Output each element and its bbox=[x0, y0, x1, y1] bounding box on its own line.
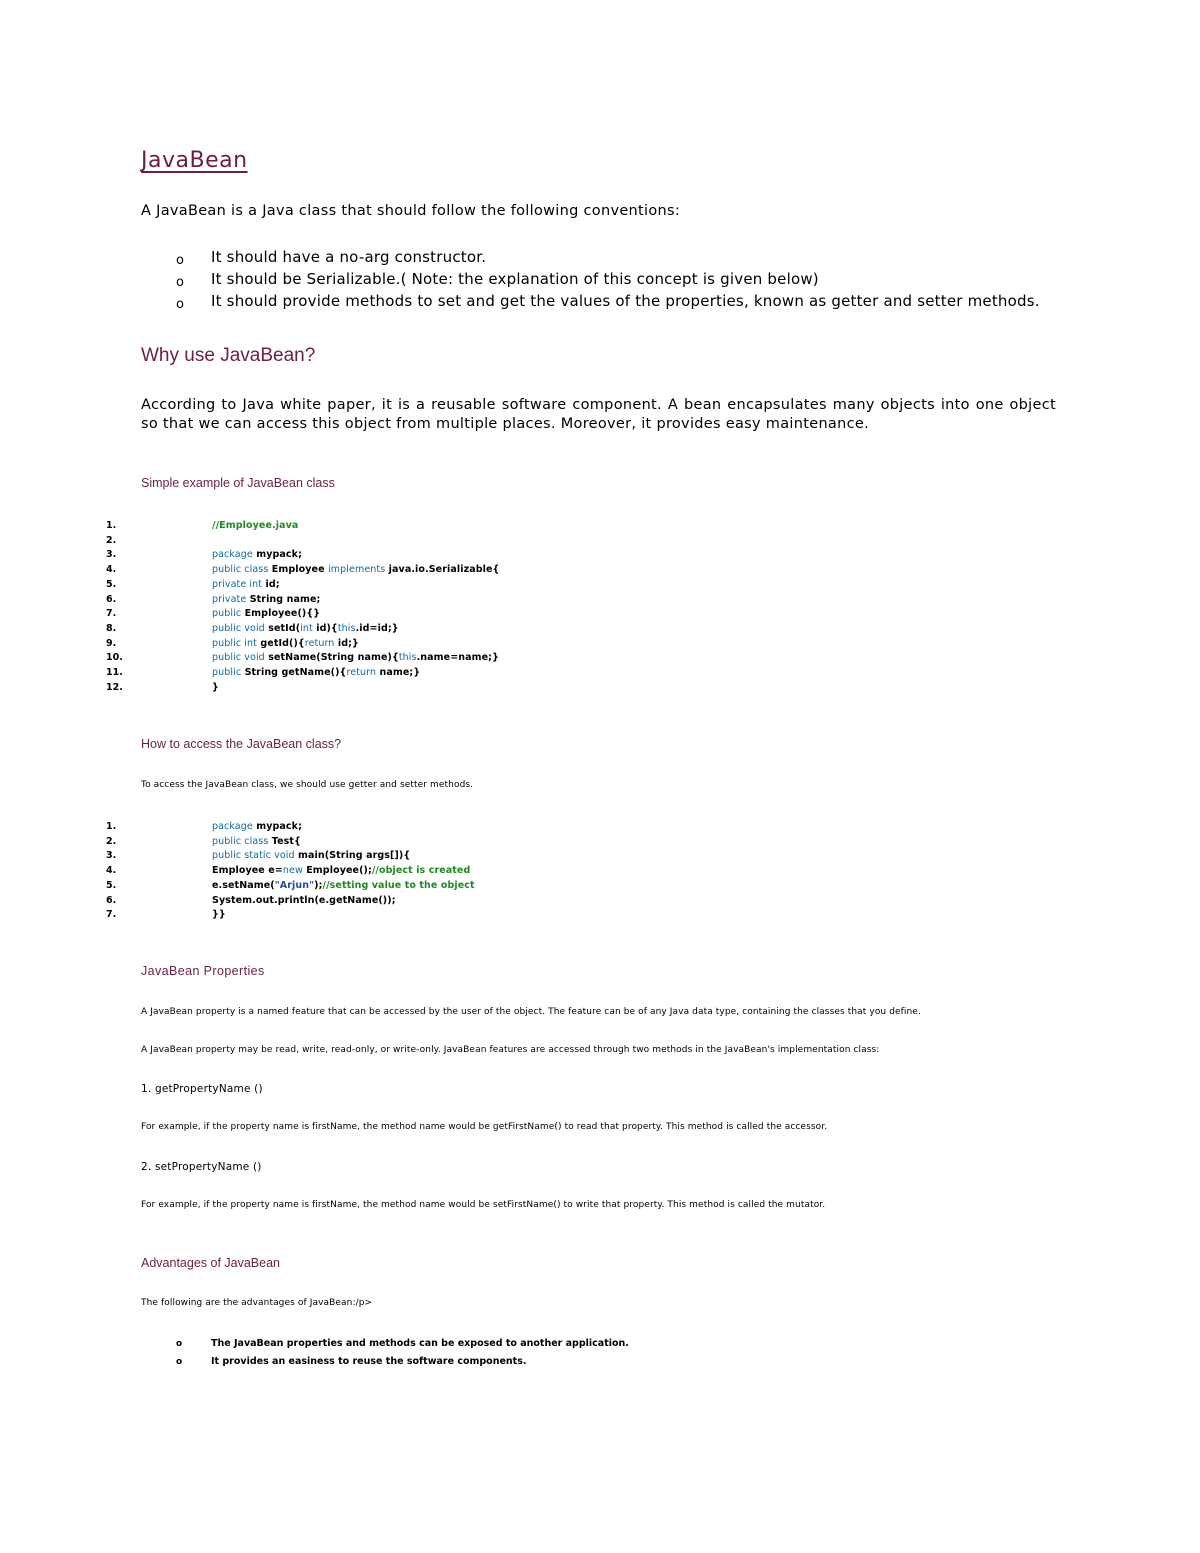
advantage-item: It provides an easiness to reuse the software components. bbox=[211, 1356, 527, 1367]
code-token: java.io.Serializable{ bbox=[385, 564, 500, 576]
code-line bbox=[212, 865, 470, 876]
code-token: name;} bbox=[376, 667, 421, 678]
code-token: } bbox=[212, 681, 219, 693]
code-line-number: 12. bbox=[106, 681, 123, 693]
code-token: setName(String name){ bbox=[264, 652, 399, 664]
convention-item: It should provide methods to set and get the values of the properties, known as getter and setter methods. bbox=[211, 292, 1040, 310]
code-line-number: 7. bbox=[106, 608, 117, 620]
code-line bbox=[212, 594, 320, 605]
code-token: id){ bbox=[312, 622, 338, 634]
code-token: .name=name;} bbox=[416, 652, 499, 664]
code-token: private int bbox=[212, 578, 263, 590]
code-line bbox=[212, 520, 298, 531]
code-line bbox=[212, 850, 410, 861]
bullet-marker: o bbox=[176, 275, 184, 290]
code-token: .id=id;} bbox=[355, 622, 399, 634]
code-line bbox=[212, 909, 226, 920]
bullet-marker: o bbox=[176, 297, 184, 312]
setter-description: For example, if the property name is firstName, the method name would be setFirstName() to write that property. This method is called the mutator. bbox=[141, 1200, 826, 1210]
code-token: return bbox=[304, 637, 335, 649]
code-line-number: 1. bbox=[106, 520, 117, 531]
code-token: public bbox=[212, 608, 242, 620]
code-token: this bbox=[337, 622, 356, 634]
code-token: Employee(); bbox=[302, 865, 372, 877]
code-line-number: 4. bbox=[106, 564, 117, 576]
convention-item: It should be Serializable.( Note: the explanation of this concept is given below) bbox=[211, 270, 819, 288]
getter-label: 1. getPropertyName () bbox=[141, 1083, 263, 1095]
code-token: public void bbox=[212, 652, 265, 664]
code-token: Employee e= bbox=[212, 865, 283, 877]
code-line-number: 5. bbox=[106, 578, 117, 590]
code-token: public bbox=[212, 667, 242, 678]
code-token: public static void bbox=[212, 850, 295, 862]
advantages-heading: Advantages of JavaBean bbox=[141, 1256, 280, 1270]
code-line-number: 10. bbox=[106, 652, 123, 664]
bullet-marker: o bbox=[176, 253, 184, 268]
code-token: main(String args[]){ bbox=[294, 850, 411, 862]
code-token: public int bbox=[212, 637, 257, 649]
code-line bbox=[212, 623, 399, 634]
code-token: implements bbox=[328, 564, 386, 576]
code-token: int bbox=[300, 622, 313, 634]
intro-text: A JavaBean is a Java class that should follow the following conventions: bbox=[141, 203, 681, 219]
bullet-marker: o bbox=[176, 1357, 183, 1367]
code-token: setId( bbox=[264, 622, 301, 634]
code-token: public class bbox=[212, 835, 269, 847]
advantages-intro: The following are the advantages of JavaBean:/p> bbox=[141, 1298, 373, 1308]
code-token: new bbox=[282, 865, 303, 877]
convention-item: It should have a no-arg constructor. bbox=[211, 248, 487, 266]
code-line bbox=[212, 667, 420, 678]
code-token: id;} bbox=[334, 637, 359, 649]
page-title: JavaBean bbox=[141, 148, 248, 173]
code-token: public class bbox=[212, 564, 269, 576]
code-token: Employee bbox=[268, 564, 329, 576]
code-token: ); bbox=[314, 879, 323, 891]
code-line bbox=[212, 652, 499, 663]
code-line-number: 7. bbox=[106, 909, 117, 921]
code-line-number: 2. bbox=[106, 534, 117, 546]
code-token: id; bbox=[262, 578, 280, 590]
why-heading: Why use JavaBean? bbox=[141, 345, 316, 366]
bullet-marker: o bbox=[176, 1339, 183, 1349]
why-paragraph: According to Java white paper, it is a reusable software component. A bean encapsulates many objects into one object so that we can access this object from multiple places. Moreover, it provides easy maintenance. bbox=[141, 397, 1056, 432]
code-token: mypack; bbox=[252, 549, 302, 561]
code-line bbox=[212, 608, 320, 619]
code-line-number: 6. bbox=[106, 894, 117, 906]
code-line bbox=[212, 682, 219, 693]
code-line-number: 2. bbox=[106, 835, 117, 847]
code-line-number: 6. bbox=[106, 593, 117, 605]
getter-description: For example, if the property name is firstName, the method name would be getFirstName() to read that property. This method is called the accessor. bbox=[141, 1122, 828, 1132]
code-token: public void bbox=[212, 622, 265, 634]
setter-label: 2. setPropertyName () bbox=[141, 1161, 262, 1173]
properties-heading: JavaBean Properties bbox=[141, 964, 265, 978]
code-token: package bbox=[212, 821, 253, 832]
example-heading: Simple example of JavaBean class bbox=[141, 476, 335, 490]
code-line-number: 5. bbox=[106, 879, 117, 891]
code-token: "Arjun" bbox=[274, 879, 315, 891]
code-line bbox=[212, 638, 359, 649]
code-line bbox=[212, 564, 499, 575]
code-line-number: 4. bbox=[106, 865, 117, 877]
code-line-number: 8. bbox=[106, 622, 117, 634]
code-line-number: 9. bbox=[106, 637, 117, 649]
code-token: //object is created bbox=[371, 865, 471, 877]
code-line-number: 3. bbox=[106, 850, 117, 862]
properties-paragraph-1: A JavaBean property is a named feature that can be accessed by the user of the object. The feature can be of any Java data type, containing the classes that you define. bbox=[141, 1007, 921, 1017]
access-heading: How to access the JavaBean class? bbox=[141, 737, 342, 751]
code-token: e.setName( bbox=[212, 879, 275, 891]
code-line bbox=[212, 821, 302, 832]
code-token: return bbox=[346, 667, 377, 678]
code-line bbox=[212, 549, 302, 560]
code-token: private bbox=[212, 593, 247, 605]
code-token: package bbox=[212, 549, 253, 561]
code-token: }} bbox=[212, 909, 226, 921]
code-token: Employee(){} bbox=[241, 608, 321, 620]
code-token: mypack; bbox=[252, 821, 302, 832]
code-line-number: 11. bbox=[106, 667, 123, 678]
advantage-item: The JavaBean properties and methods can be exposed to another application. bbox=[211, 1338, 629, 1349]
code-line bbox=[212, 836, 301, 847]
code-line bbox=[212, 895, 396, 906]
code-token: String getName(){ bbox=[241, 667, 347, 678]
code-line bbox=[212, 579, 280, 590]
code-token: getId(){ bbox=[257, 637, 305, 649]
code-line-number: 3. bbox=[106, 549, 117, 561]
code-token: System.out.println(e.getName()); bbox=[212, 894, 396, 906]
code-token: Test{ bbox=[268, 835, 301, 847]
code-token: //Employee.java bbox=[212, 520, 299, 531]
code-line bbox=[212, 880, 475, 891]
code-token: String name; bbox=[246, 593, 321, 605]
access-paragraph: To access the JavaBean class, we should use getter and setter methods. bbox=[141, 780, 474, 790]
code-token: //setting value to the object bbox=[322, 879, 475, 891]
code-line-number: 1. bbox=[106, 821, 117, 832]
code-token: this bbox=[398, 652, 417, 664]
properties-paragraph-2: A JavaBean property may be read, write, read-only, or write-only. JavaBean features are accessed through two methods in the JavaBean's implementation class: bbox=[141, 1045, 880, 1055]
